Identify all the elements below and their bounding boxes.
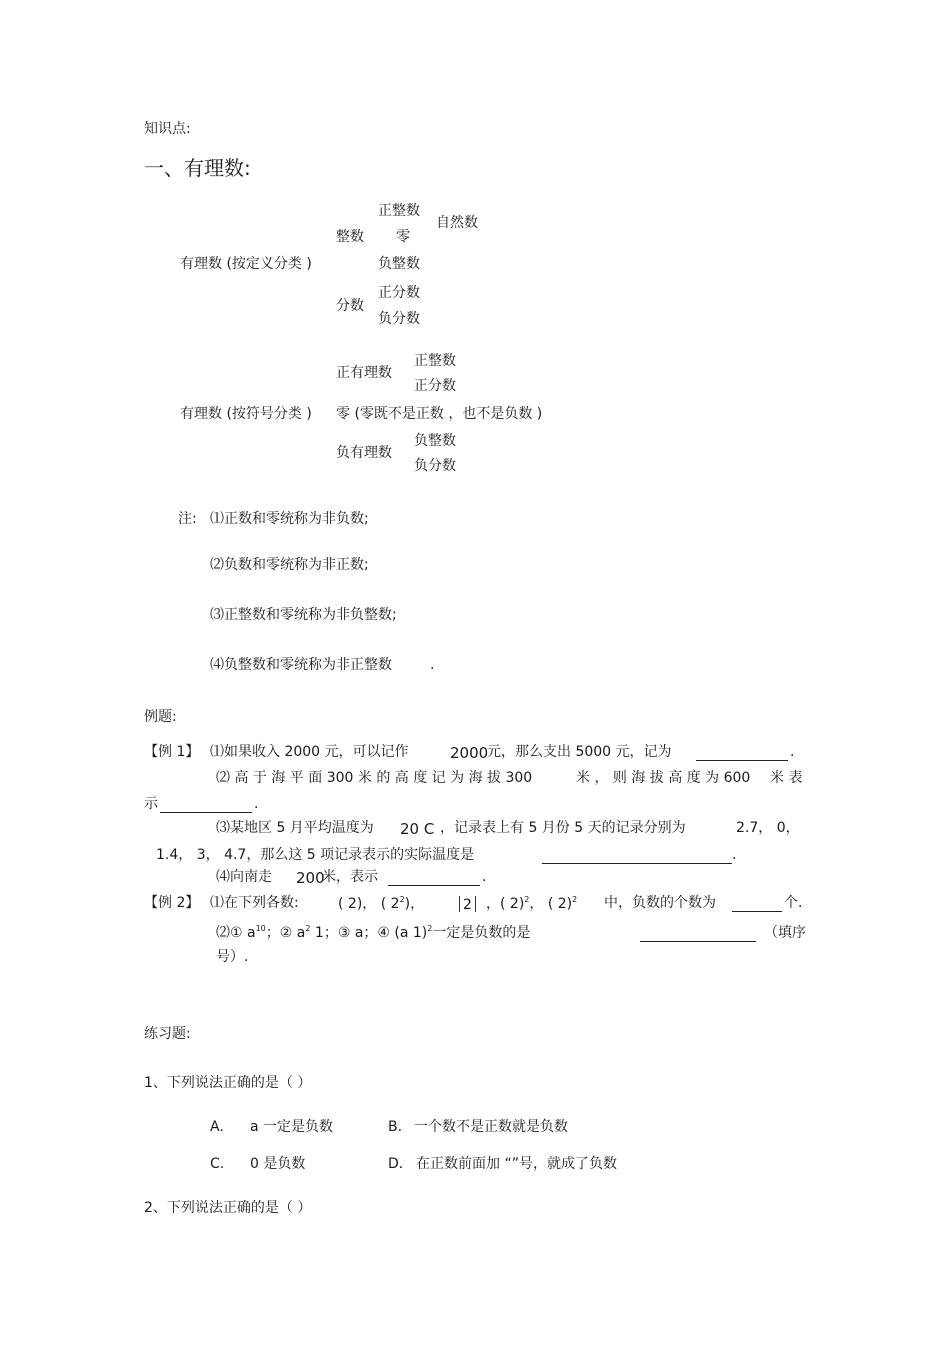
example-2-q1-abs [456,896,479,912]
notes-label: 注: [178,511,197,527]
abs-bar-right [475,896,476,912]
exercise-1-option-b-label[interactable]: B. [388,1119,403,1135]
class-def-fraction: 分数 [336,298,364,314]
example-1-tag: 【例 1】 [144,744,200,760]
exercise-1-option-b[interactable]: 一个数不是正数就是负数 [414,1119,568,1135]
example-1-q4-blank[interactable] [388,871,480,886]
example-1-q4: ⑷向南走 [216,869,272,885]
examples-label: 例题: [144,709,177,725]
class-def-zero: 零 [396,229,410,245]
note-3: ⑶正整数和零统称为非负整数; [210,607,397,623]
class-sign-pos-int: 正整数 [414,353,456,369]
class-def-neg-frac: 负分数 [378,311,420,327]
class-sign-neg-rat: 负有理数 [336,445,392,461]
example-2-q1-a-text: ( 2)， ( 2 [338,896,400,912]
example-1-q2-blank[interactable] [160,798,252,813]
example-2-q2-c-sup: 2 [427,924,433,933]
exercise-1-option-d-label[interactable]: D． [388,1156,413,1172]
example-2-q2 [216,926,530,940]
exercise-1-option-c[interactable]: 0 是负数 [250,1156,306,1172]
class-def-root: 有理数 (按定义分类 ) [180,256,312,272]
example-1-q3-c: 2.7， 0， [736,820,800,836]
example-1-q4-end: . [482,869,487,885]
exercises-label: 练习题: [144,1026,191,1042]
class-def-integer: 整数 [336,229,364,245]
class-def-pos-frac: 正分数 [378,285,420,301]
class-sign-pos-rat: 正有理数 [336,365,392,381]
example-1-q1: ⑴如果收入 2000 元，可以记作 [210,744,409,760]
example-2-q1-e: 中，负数的个数为 [604,895,716,911]
example-2-q2-e: （填序 [764,925,806,941]
example-2-q1: ⑴在下列各数: [210,895,299,911]
example-2-q2-b-sup: 2 [305,924,311,933]
example-2-q2-f: 号）. [216,949,249,965]
example-2-tag: 【例 2】 [144,895,200,911]
example-1-q2-end: . [254,796,259,812]
class-def-natural: 自然数 [436,215,478,231]
example-2-q2-c: 1；③ a；④ (a 1) [310,925,428,941]
example-1-q2-b: 米 ， 则 海 拔 高 度 为 600 [576,770,751,786]
example-2-q2-b: ；② a [265,925,306,941]
exercise-1-question: 1、下列说法正确的是（ ） [144,1075,312,1091]
example-2-q1-a-sup: 2 [399,895,405,904]
exercise-1-option-c-label[interactable]: C. [210,1156,225,1172]
example-1-q3-d: 1.4， 3， 4.7，那么这 5 项记录表示的实际温度是 [156,847,475,863]
example-1-q3-b: ，记录表上有 5 月份 5 天的记录分别为 [440,820,686,836]
class-sign-pos-frac: 正分数 [414,378,456,394]
example-2-q2-d: 一定是负数的是 [432,925,531,941]
class-sign-neg-int: 负整数 [414,433,456,449]
note-1: ⑴正数和零统称为非负数; [210,511,369,527]
example-2-q1-end: 个. [784,895,803,911]
knowledge-label: 知识点: [144,121,191,137]
example-1-q4-b: 米，表示 [322,869,378,885]
example-2-q2-a: ⑵① a [216,925,256,941]
example-1-q3: ⑶某地区 5 月平均温度为 [216,820,374,836]
example-1-q2-d: 示 [144,796,158,812]
example-2-q1-c-sup: 2 [524,895,530,904]
note-4-end: . [430,657,435,673]
example-2-q2-blank[interactable] [640,927,756,942]
class-sign-neg-frac: 负分数 [414,458,456,474]
abs-bar-left [459,896,460,912]
example-1-q1-end: . [790,744,795,760]
exercise-1-option-d[interactable]: 在正数前面加 “”号，就成了负数 [416,1156,617,1172]
section-title: 一、有理数: [144,156,251,180]
example-2-q1-c [486,897,577,911]
example-1-q1-value: 2000 [450,744,489,762]
class-sign-zero-note: 零 (零既不是正数 ，也不是负数 ) [336,406,543,422]
class-def-neg-int: 负整数 [378,256,420,272]
example-2-q1-a-end: )， [404,896,425,912]
example-2-q1-a [338,897,424,911]
example-1-q2: ⑵ 高 于 海 平 面 300 米 的 高 度 记 为 海 拔 300 [216,770,533,786]
exercise-1-option-a[interactable]: a 一定是负数 [250,1119,334,1135]
class-def-pos-int: 正整数 [378,203,420,219]
example-1-q2-c: 米 表 [770,770,803,786]
example-2-q1-blank[interactable] [732,897,782,912]
exercise-1-option-a-label[interactable]: A. [210,1119,224,1135]
example-2-q1-c-text: ，( 2) [486,896,525,912]
example-1-q1-b: 元，那么支出 5000 元，记为 [487,744,672,760]
note-2: ⑵负数和零统称为非正数; [210,557,369,573]
example-1-q4-value: 200 [296,869,325,887]
example-2-q2-a-sup: 10 [255,924,266,933]
example-2-q1-b: 2 [463,897,472,913]
exercise-2-question: 2、下列说法正确的是（ ） [144,1200,312,1216]
example-1-q3-end: . [732,847,737,863]
example-1-q3-value: 20 C [400,820,435,838]
class-sign-root: 有理数 (按符号分类 ) [180,406,312,422]
example-1-q1-blank[interactable] [696,746,788,761]
example-2-q1-c-end: ， ( 2) [529,896,573,912]
note-4: ⑷负整数和零统称为非正整数 [210,657,392,673]
example-2-q1-d-sup: 2 [572,895,578,904]
example-1-q3-blank[interactable] [542,849,732,864]
